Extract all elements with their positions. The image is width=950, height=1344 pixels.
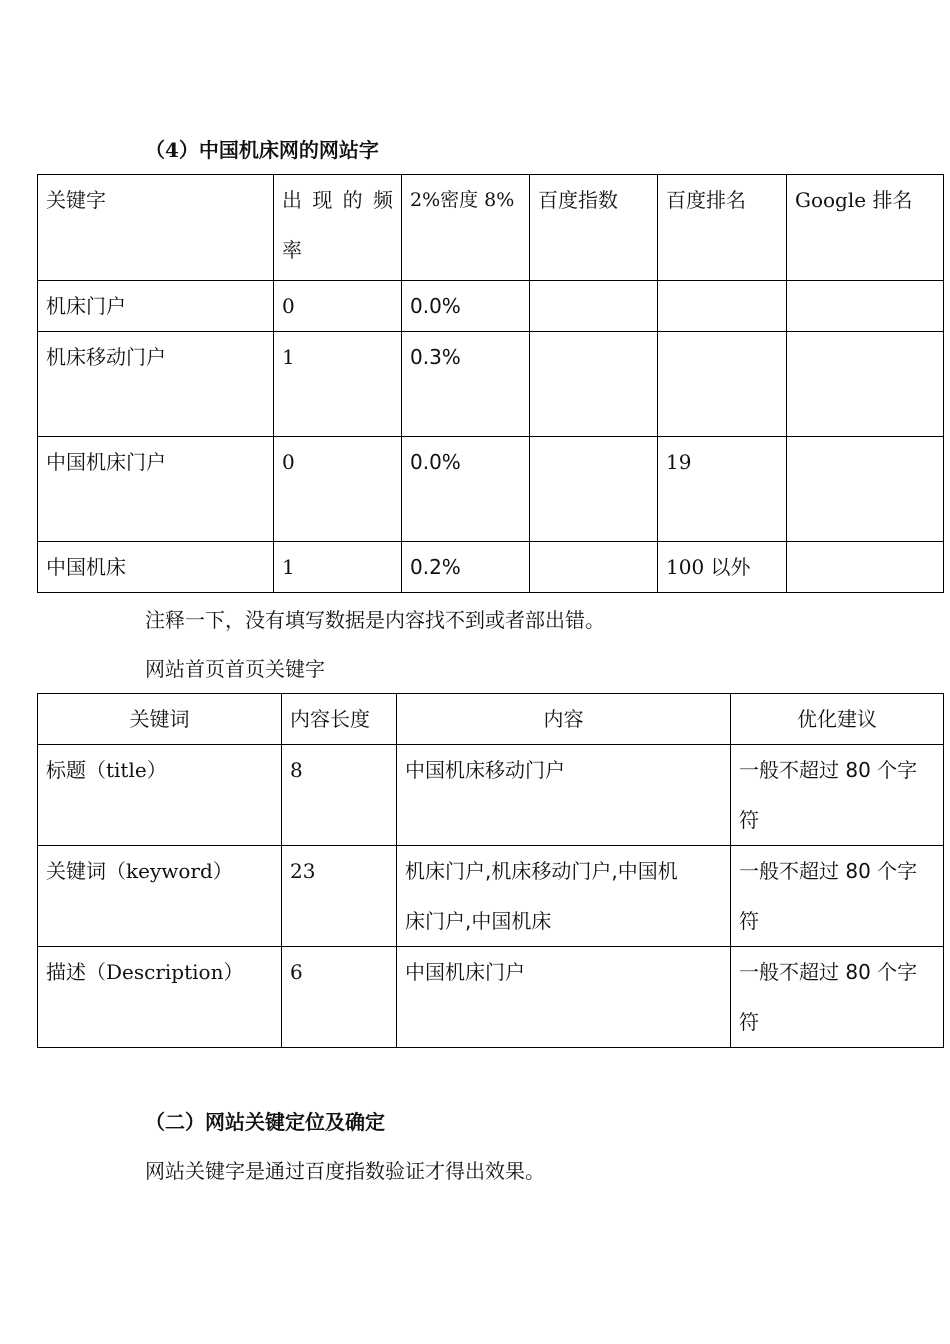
header-keyword: 关键字 (38, 175, 274, 281)
cell-baidu-rank (658, 332, 787, 437)
table-row (38, 437, 944, 542)
header-content-length: 内容长度 (282, 694, 397, 745)
homepage-keyword-table (37, 693, 944, 1048)
table-row (38, 332, 944, 437)
section2-text: 网站关键字是通过百度指数验证才得出效果。 (145, 1159, 545, 1183)
cell-baidu-rank: 100 以外 (658, 542, 787, 593)
keyword-density-table (37, 174, 944, 593)
cell-keyword-term: 关键词（keyword） (38, 846, 282, 947)
cell-density: 0.0% (402, 281, 530, 332)
cell-content: 机床门户,机床移动门户,中国机 床门户,中国机床 (397, 846, 731, 947)
header-baidu-rank: 百度排名 (658, 175, 787, 281)
homepage-keyword-label: 网站首页首页关键字 (145, 657, 325, 681)
cell-google-rank (787, 542, 944, 593)
table-row (38, 947, 944, 1048)
cell-keyword-term: 描述（Description） (38, 947, 282, 1048)
table-header-row (38, 175, 944, 281)
cell-optimization-advice: 一般不超过 80 个字 符 (731, 947, 944, 1048)
note-text: 注释一下，没有填写数据是内容找不到或者部出错。 (145, 608, 605, 632)
cell-content: 中国机床门户 (397, 947, 731, 1048)
header-frequency: 出 现 的 频 率 (274, 175, 402, 281)
cell-density: 0.3% (402, 332, 530, 437)
cell-content-length: 23 (282, 846, 397, 947)
header-density: 2%密度 8% (402, 175, 530, 281)
cell-optimization-advice: 一般不超过 80 个字 符 (731, 846, 944, 947)
cell-baidu-index (530, 542, 658, 593)
cell-baidu-index (530, 332, 658, 437)
header-baidu-index: 百度指数 (530, 175, 658, 281)
cell-frequency: 1 (274, 332, 402, 437)
cell-baidu-rank: 19 (658, 437, 787, 542)
header-content: 内容 (397, 694, 731, 745)
cell-density: 0.0% (402, 437, 530, 542)
table-row (38, 281, 944, 332)
cell-content-length: 8 (282, 745, 397, 846)
cell-density: 0.2% (402, 542, 530, 593)
header-optimization-advice: 优化建议 (731, 694, 944, 745)
header-google-rank: Google 排名 (787, 175, 944, 281)
table-row (38, 745, 944, 846)
cell-google-rank (787, 437, 944, 542)
cell-content-length: 6 (282, 947, 397, 1048)
cell-keyword: 机床门户 (38, 281, 274, 332)
cell-baidu-index (530, 281, 658, 332)
table-row (38, 542, 944, 593)
cell-keyword: 中国机床 (38, 542, 274, 593)
cell-optimization-advice: 一般不超过 80 个字 符 (731, 745, 944, 846)
cell-frequency: 0 (274, 437, 402, 542)
cell-google-rank (787, 332, 944, 437)
table-row (38, 846, 944, 947)
cell-baidu-index (530, 437, 658, 542)
header-keyword-term: 关键词 (38, 694, 282, 745)
cell-content: 中国机床移动门户 (397, 745, 731, 846)
cell-frequency: 1 (274, 542, 402, 593)
cell-frequency: 0 (274, 281, 402, 332)
section-heading: （4）中国机床网的网站字 (145, 138, 379, 162)
cell-keyword: 机床移动门户 (38, 332, 274, 437)
cell-baidu-rank (658, 281, 787, 332)
table-header-row (38, 694, 944, 745)
cell-keyword-term: 标题（title） (38, 745, 282, 846)
section2-heading: （二）网站关键定位及确定 (145, 1110, 385, 1134)
cell-google-rank (787, 281, 944, 332)
cell-keyword: 中国机床门户 (38, 437, 274, 542)
